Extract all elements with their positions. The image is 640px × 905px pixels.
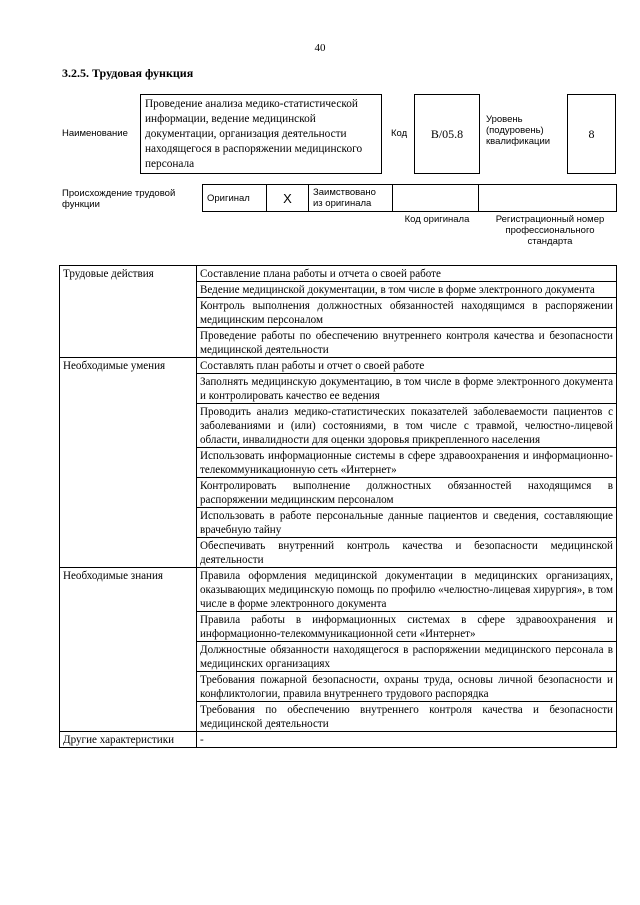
original-mark: X	[267, 185, 309, 211]
category-cell: Трудовые действия	[60, 266, 197, 358]
item-cell: Обеспечивать внутренний контроль качества и безопасности медицинской деятельности	[197, 538, 617, 568]
table-row	[60, 358, 617, 374]
level-label: Уровень (подуровень) квалификации	[486, 114, 551, 147]
section-title: 3.2.5. Трудовая функция	[62, 66, 194, 80]
category-cell: Необходимые умения	[60, 358, 197, 568]
item-cell: Проведение работы по обеспечению внутреннего контроля качества и безопасности медицинской деятельности	[197, 328, 617, 358]
item-cell: Контролировать выполнение должностных обязанностей находящимся в распоряжении медицинским персоналом	[197, 478, 617, 508]
item-cell: Должностные обязанности находящегося в распоряжении медицинского персонала в медицинских организациях	[197, 642, 617, 672]
name-label: Наименование	[62, 128, 128, 139]
item-cell: -	[197, 732, 617, 748]
level-value-box: 8	[567, 94, 616, 174]
item-cell: Заполнять медицинскую документацию, в том числе в форме электронного документа и контролировать качество ее ведения	[197, 374, 617, 404]
item-cell: Правила работы в информационных системах в сфере здравоохранения и информационно-телекоммуникационной сети «Интернет»	[197, 612, 617, 642]
original-label: Оригинал	[203, 185, 267, 211]
origin-label: Происхождение трудовой функции	[62, 188, 176, 210]
reg-number-label: Регистрационный номер профессионального стандарта	[495, 214, 605, 247]
category-cell: Необходимые знания	[60, 568, 197, 732]
function-details-table	[59, 265, 617, 748]
reg-number-cell	[479, 185, 616, 211]
item-cell: Правила оформления медицинской документации в медицинских организациях, оказывающих медицинскую помощь по профилю «челюстно-лицевая хирургия», в том числе в форме электронного документа	[197, 568, 617, 612]
page-number: 40	[314, 42, 326, 54]
category-cell: Другие характеристики	[60, 732, 197, 748]
item-cell: Контроль выполнения должностных обязанностей находящимся в распоряжении медицинским персоналом	[197, 298, 617, 328]
item-cell: Составлять план работы и отчет о своей работе	[197, 358, 617, 374]
item-cell: Проводить анализ медико-статистических показателей заболеваемости пациентов с заболеваниями и (или) состояниями, в том числе с травмой, челюстно-лицевой области, инвалидности для оценки здоровья прикрепленного населения	[197, 404, 617, 448]
table-row	[60, 266, 617, 282]
borrowed-label: Заимствовано из оригинала	[309, 185, 393, 211]
item-cell: Использовать в работе персональные данные пациентов и сведения, составляющие врачебную тайну	[197, 508, 617, 538]
function-name-box: Проведение анализа медико-статистической информации, ведение медицинской документации, организация деятельности находящегося в распоряжении медицинского персонала	[140, 94, 382, 174]
code-label: Код	[391, 128, 408, 139]
original-code-label: Код оригинала	[404, 214, 470, 225]
origin-table	[202, 184, 617, 212]
table-row	[60, 568, 617, 612]
item-cell: Использовать информационные системы в сфере здравоохранения и информационно-телекоммуникационную сеть «Интернет»	[197, 448, 617, 478]
code-value-box: B/05.8	[414, 94, 480, 174]
item-cell: Требования по обеспечению внутреннего контроля качества и безопасности медицинской деятельности	[197, 702, 617, 732]
item-cell: Составление плана работы и отчета о своей работе	[197, 266, 617, 282]
item-cell: Требования пожарной безопасности, охраны труда, основы личной безопасности и конфликтологии, правила внутреннего трудового распорядка	[197, 672, 617, 702]
original-code-cell	[393, 185, 479, 211]
table-row	[60, 732, 617, 748]
item-cell: Ведение медицинской документации, в том числе в форме электронного документа	[197, 282, 617, 298]
